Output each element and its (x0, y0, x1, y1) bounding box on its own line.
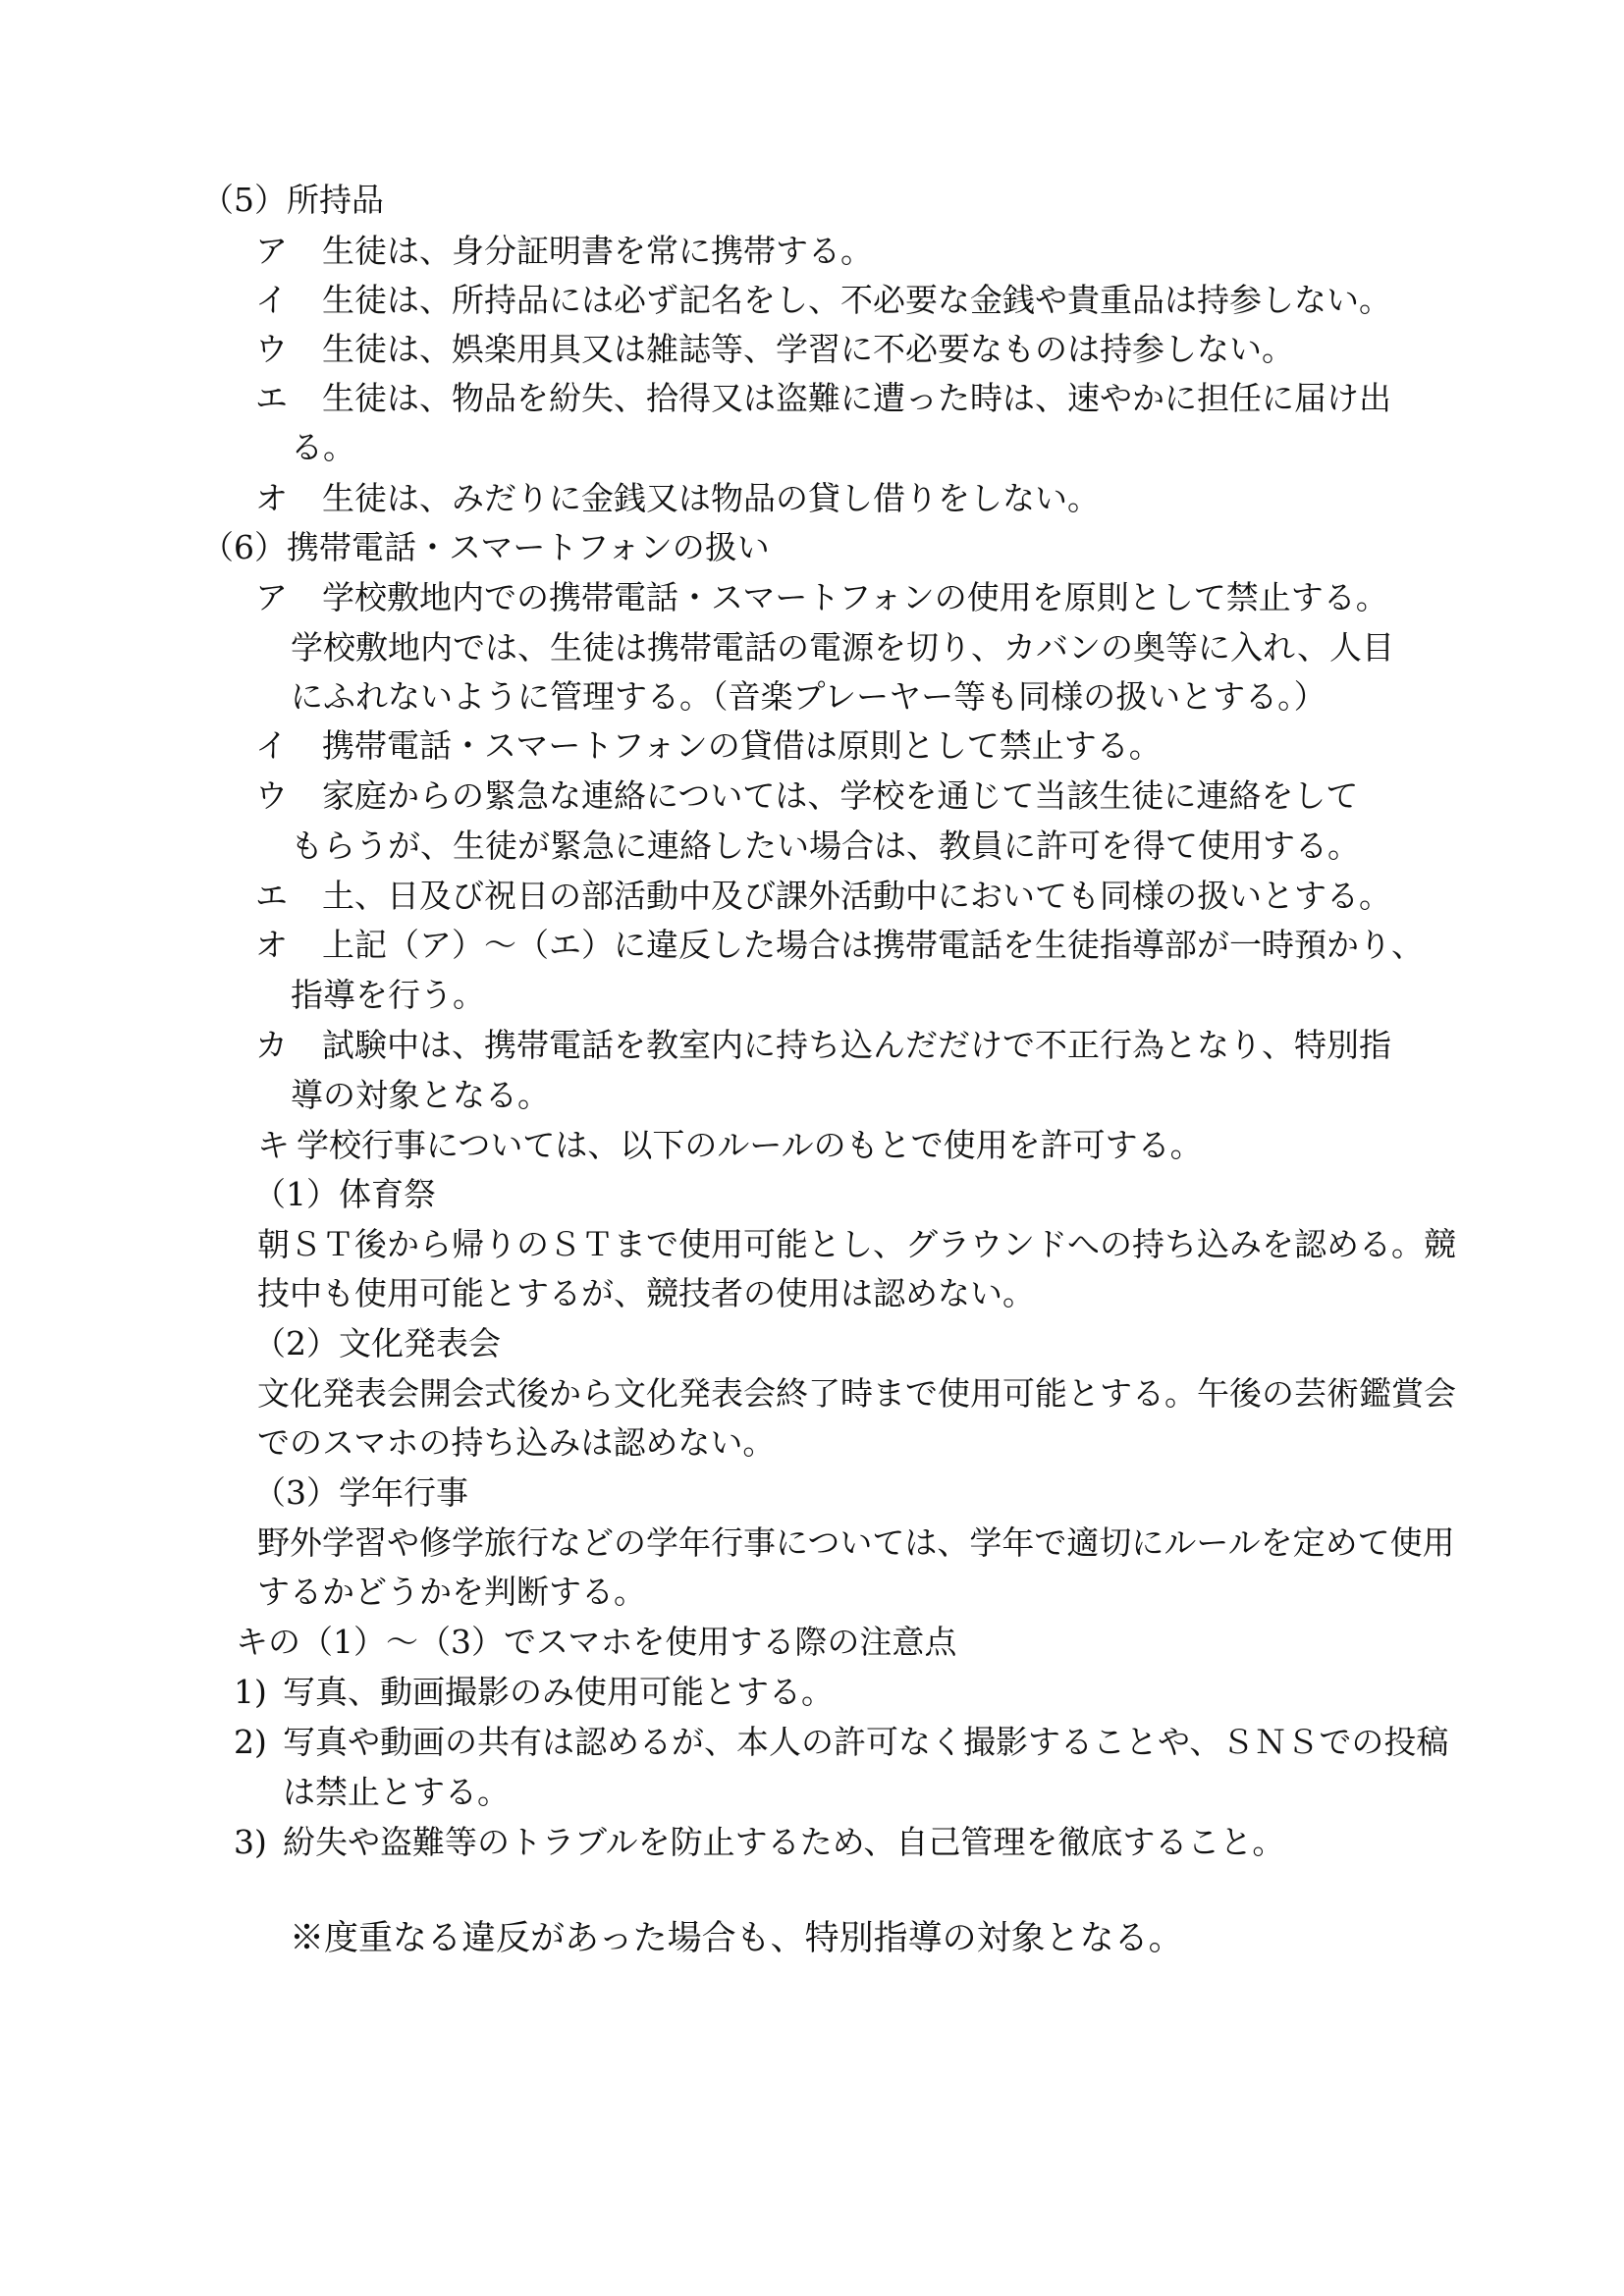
item-mark: エ (255, 379, 288, 417)
item-continuation: る。 (291, 428, 355, 466)
item-mark: ウ (255, 330, 288, 368)
subsection-line: でのスマホの持ち込みは認めない。 (257, 1423, 776, 1462)
item-mark: ア (255, 232, 288, 270)
subsection-line: 文化発表会開会式後から文化発表会終了時まで使用可能とする。午後の芸術鑑賞会 (257, 1374, 1456, 1413)
footer-warning: ※度重なる違反があった場合も、特別指導の対象となる。 (290, 1919, 1183, 1958)
item-text: 生徒は、物品を紛失、拾得又は盗難に遭った時は、速やかに担任に届け出 (322, 379, 1391, 417)
item-mark: イ (255, 726, 288, 765)
note-number: 1) (234, 1673, 267, 1711)
item-text: 試験中は、携帯電話を教室内に持ち込んだだけで不正行為となり、特別指 (322, 1026, 1391, 1064)
note-continuation: は禁止とする。 (283, 1773, 510, 1811)
item-text: 生徒は、所持品には必ず記名をし、不必要な金銭や貴重品は持参しない。 (322, 281, 1391, 319)
item-text: 学校敷地内での携帯電話・スマートフォンの使用を原則として禁止する。 (322, 578, 1388, 616)
item-text: 家庭からの緊急な連絡については、学校を通じて当該生徒に連絡をして (322, 776, 1359, 815)
item-continuation: 指導を行う。 (291, 976, 485, 1014)
item-mark: オ (255, 926, 288, 964)
section-heading: （5）所持品 (201, 181, 384, 219)
note-text: 紛失や盗難等のトラブルを防止するため、自己管理を徹底すること。 (283, 1823, 1285, 1861)
item-continuation: 導の対象となる。 (291, 1076, 550, 1114)
item-continuation: にふれないように管理する。（音楽プレーヤー等も同様の扱いとする。） (291, 677, 1326, 716)
item-text: 生徒は、身分証明書を常に携帯する。 (322, 232, 873, 270)
note-number: 3) (234, 1823, 267, 1861)
item-text: 生徒は、みだりに金銭又は物品の貸し借りをしない。 (322, 479, 1100, 517)
subsection-heading: （3）学年行事 (253, 1473, 468, 1512)
item-mark: ア (255, 578, 288, 616)
subsection-line: 技中も使用可能とするが、競技者の使用は認めない。 (257, 1274, 1035, 1312)
note-text: 写真、動画撮影のみ使用可能とする。 (283, 1673, 834, 1711)
subsection-heading: （1）体育祭 (253, 1175, 436, 1213)
item-mark: ウ (255, 776, 288, 815)
item-continuation: 学校敷地内では、生徒は携帯電話の電源を切り、カバンの奥等に入れ、人目 (291, 628, 1394, 667)
notes-heading: キの（1）～（3）でスマホを使用する際の注意点 (236, 1623, 957, 1661)
note-text: 写真や動画の共有は認めるが、本人の許可なく撮影することや、ＳＮＳでの投稿 (283, 1723, 1449, 1761)
item-text: 生徒は、娯楽用具又は雑誌等、学習に不必要なものは持参しない。 (322, 330, 1294, 368)
item-continuation: もらうが、生徒が緊急に連絡したい場合は、教員に許可を得て使用する。 (291, 827, 1360, 865)
item-text: 学校行事については、以下のルールのもとで使用を許可する。 (297, 1126, 1203, 1164)
subsection-line: 野外学習や修学旅行などの学年行事については、学年で適切にルールを定めて使用 (257, 1523, 1455, 1562)
item-text: 土、日及び祝日の部活動中及び課外活動中においても同様の扱いとする。 (322, 877, 1391, 915)
item-mark: イ (255, 281, 288, 319)
subsection-heading: （2）文化発表会 (253, 1324, 501, 1362)
item-text: 上記（ア）～（エ）に違反した場合は携帯電話を生徒指導部が一時預かり、 (322, 926, 1424, 964)
subsection-line: 朝ＳＴ後から帰りのＳＴまで使用可能とし、グラウンドへの持ち込みを認める。競 (257, 1225, 1456, 1263)
section-heading: （6）携帯電話・スマートフォンの扱い (201, 528, 770, 566)
item-text: 携帯電話・スマートフォンの貸借は原則として禁止する。 (322, 726, 1162, 765)
note-number: 2) (234, 1723, 267, 1761)
item-mark: キ (257, 1126, 290, 1164)
item-mark: カ (255, 1026, 288, 1064)
item-mark: エ (255, 877, 288, 915)
item-mark: オ (255, 479, 288, 517)
subsection-line: するかどうかを判断する。 (257, 1573, 646, 1611)
